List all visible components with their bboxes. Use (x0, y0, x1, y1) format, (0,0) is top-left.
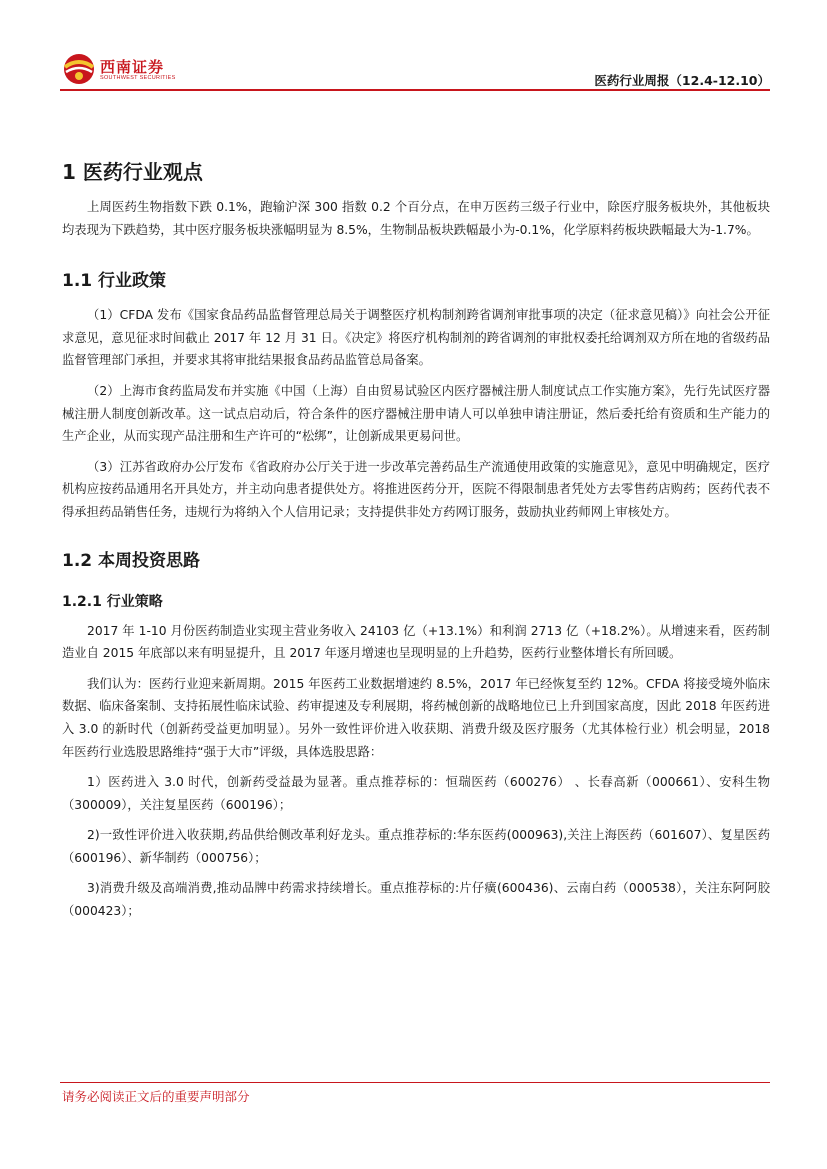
logo-emblem-icon (62, 52, 96, 86)
strategy-item-2: 2)一致性评价进入收获期,药品供给侧改革利好龙头。重点推荐标的:华东医药(000963),关注上海医药（601607）、复星医药（600196）、新华制药（000756）； (62, 828, 770, 865)
policy-paragraph-1: （1）CFDA 发布《国家食品药品监督管理总局关于调整医疗机构制剂跨省调剂审批事项的决定（征求意见稿）》向社会公开征求意见，意见征求时间截止 2017 年 12 月 31 日。《决定》将医疗机构制剂的跨省调剂的审批权委托给调剂双方所在地的省级药品监督管理部门承担，并要求其将审批结果报食品药品监管总局备案。 (62, 308, 770, 368)
section-1-paragraph: 上周医药生物指数下跌 0.1%，跑输沪深 300 指数 0.2 个百分点，在申万医药三级子行业中，除医疗服务板块外，其他板块均表现为下跌趋势，其中医疗服务板块涨幅明显为 8.5%，生物制品板块跌幅最小为-0.1%，化学原料药板块跌幅最大为-1.7%。 (62, 200, 770, 237)
logo-chinese-name: 西南证券 (100, 58, 165, 76)
report-title: 医药行业周报（12.4-12.10） (594, 73, 770, 88)
section-1-1-heading: 1.1 行业政策 (62, 271, 167, 292)
section-1-heading: 1 医药行业观点 (62, 160, 203, 184)
policy-paragraph-3: （3）江苏省政府办公厅发布《省政府办公厅关于进一步改革完善药品生产流通使用政策的实施意见》，意见中明确规定，医疗机构应按药品通用名开具处方，并主动向患者提供处方。将推进医药分开，医院不得限制患者凭处方去零售药店购药；医药代表不得承担药品销售任务，违规行为将纳入个人信用记录；支持提供非处方药网订服务，鼓励执业药师网上审核处方。 (62, 459, 770, 519)
section-1-2-heading: 1.2 本周投资思路 (62, 550, 201, 571)
disclaimer-note: 请务必阅读正文后的重要声明部分 (62, 1089, 250, 1104)
header-divider (60, 89, 770, 91)
page-header (60, 45, 770, 93)
strategy-paragraph-2: 我们认为：医药行业迎来新周期。2015 年医药工业数据增速约 8.5%，2017 年已经恢复至约 12%。CFDA 将接受境外临床数据、临床备案制、支持拓展性临床试验、药审提速及专利展期，将药械创新的战略地位已上升到国家高度，因此 2018 年医药进入 3.0 的新时代（创新药受益更加明显）。另外一致性评价进入收获期、消费升级及医疗服务（尤其体检行业）机会明显，2018 年医药行业选股思路维持“强于大市”评级，具体选股思路： (62, 676, 770, 759)
strategy-paragraph-1: 2017 年 1-10 月份医药制造业实现主营业务收入 24103 亿（+13.1%）和利润 2713 亿（+18.2%）。从增速来看，医药制造业自 2015 年底部以来有明显提升，且 2017 年逐月增速也呈现明显的上升趋势，医药行业整体增长有所回暖。 (62, 623, 770, 661)
strategy-item-1: 1）医药进入 3.0 时代，创新药受益最为显著。重点推荐标的：恒瑞医药（600276） 、长春高新（000661）、安科生物（300009），关注复星医药（600196）； (62, 775, 770, 812)
section-1-2-1-heading: 1.2.1 行业策略 (62, 593, 163, 610)
company-logo (62, 49, 182, 89)
document-body (62, 150, 770, 923)
footer-divider (60, 1082, 770, 1083)
logo-english-name: SOUTHWEST SECURITIES (100, 75, 176, 81)
strategy-item-3: 3)消费升级及高端消费,推动品牌中药需求持续增长。重点推荐标的:片仔癀(600436)、云南白药（000538），关注东阿阿胶（000423）； (62, 881, 770, 919)
policy-paragraph-2: （2）上海市食药监局发布并实施《中国（上海）自由贸易试验区内医疗器械注册人制度试点工作实施方案》，先行先试医疗器械注册人制度创新改革。这一试点启动后，符合条件的医疗器械注册申请人可以单独申请注册证，然后委托给有资质和生产能力的生产企业，从而实现产品注册和生产许可的“松绑”，让创新成果更易问世。 (62, 383, 770, 444)
